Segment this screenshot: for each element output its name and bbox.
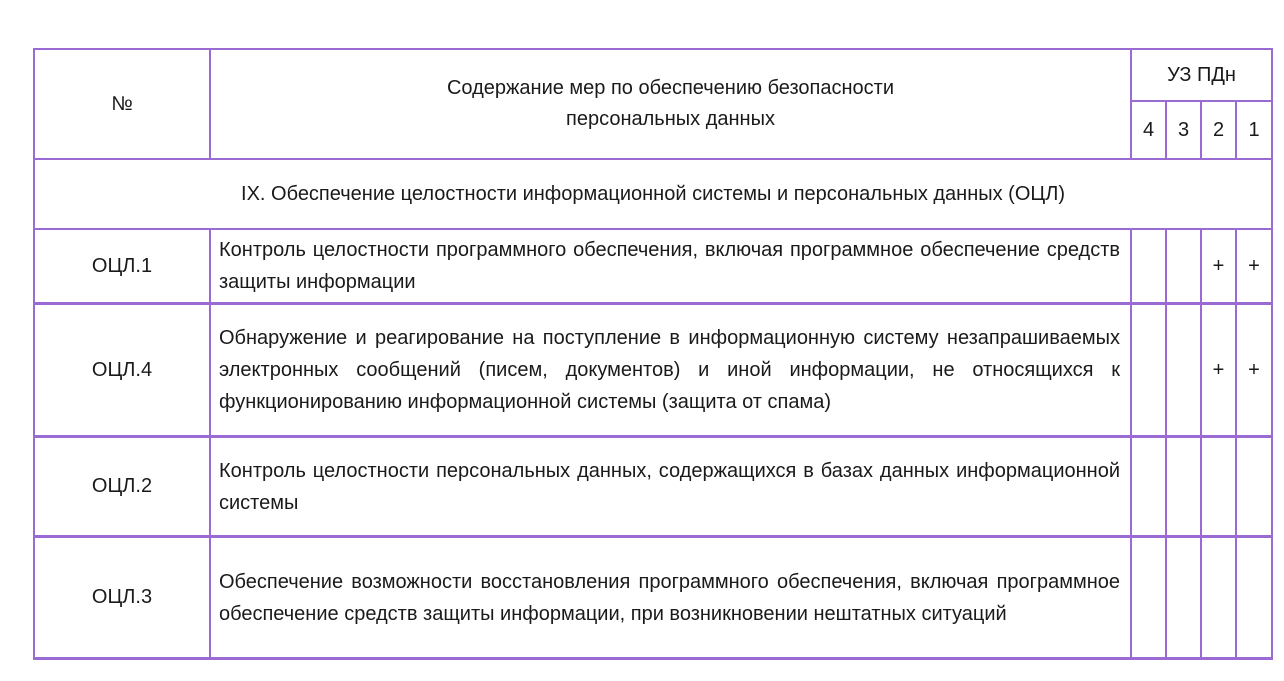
mark-level-1 — [1236, 437, 1272, 537]
measure-text: Контроль целостности персональных данных, содержащихся в базах данных информационной системы — [210, 437, 1131, 537]
mark-level-3 — [1166, 304, 1201, 437]
mark-level-2 — [1201, 537, 1236, 659]
mark-level-4 — [1131, 304, 1166, 437]
mark-level-3 — [1166, 437, 1201, 537]
measures-table — [33, 48, 1273, 660]
mark-level-4 — [1131, 437, 1166, 537]
mark-level-2 — [1201, 437, 1236, 537]
mark-level-1 — [1236, 537, 1272, 659]
measure-code: ОЦЛ.1 — [34, 229, 210, 304]
section-row — [34, 159, 1272, 229]
section-title: IX. Обеспечение целостности информационной системы и персональных данных (ОЦЛ) — [34, 159, 1272, 229]
level-header-3: 3 — [1166, 101, 1201, 159]
table-row — [34, 304, 1272, 437]
level-group-header: УЗ ПДн — [1131, 49, 1272, 101]
measure-code: ОЦЛ.4 — [34, 304, 210, 437]
content-header-line2: персональных данных — [566, 108, 775, 130]
table-row — [34, 229, 1272, 304]
content-header-line1: Содержание мер по обеспечению безопасности — [446, 77, 895, 99]
mark-level-3 — [1166, 229, 1201, 304]
mark-level-1: + — [1236, 229, 1272, 304]
mark-level-1: + — [1236, 304, 1272, 437]
measure-text: Обнаружение и реагирование на поступление в информационную систему незапрашиваемых электронных сообщений (писем, документов) и иной информации, не относящихся к функционированию информационной системы (защита от спама) — [210, 304, 1131, 437]
table-row — [34, 437, 1272, 537]
number-header: № — [34, 49, 210, 159]
measure-code: ОЦЛ.3 — [34, 537, 210, 659]
mark-level-3 — [1166, 537, 1201, 659]
measure-code: ОЦЛ.2 — [34, 437, 210, 537]
level-header-1: 1 — [1236, 101, 1272, 159]
table-row — [34, 537, 1272, 659]
mark-level-2: + — [1201, 304, 1236, 437]
mark-level-2: + — [1201, 229, 1236, 304]
mark-level-4 — [1131, 537, 1166, 659]
measure-text: Контроль целостности программного обеспечения, включая программное обеспечение средств защиты информации — [210, 229, 1131, 304]
level-header-4: 4 — [1131, 101, 1166, 159]
header-row — [34, 49, 1272, 101]
mark-level-4 — [1131, 229, 1166, 304]
measure-text: Обеспечение возможности восстановления программного обеспечения, включая программное обеспечение средств защиты информации, при возникновении нештатных ситуаций — [210, 537, 1131, 659]
level-header-2: 2 — [1201, 101, 1236, 159]
content-header — [210, 49, 1131, 159]
